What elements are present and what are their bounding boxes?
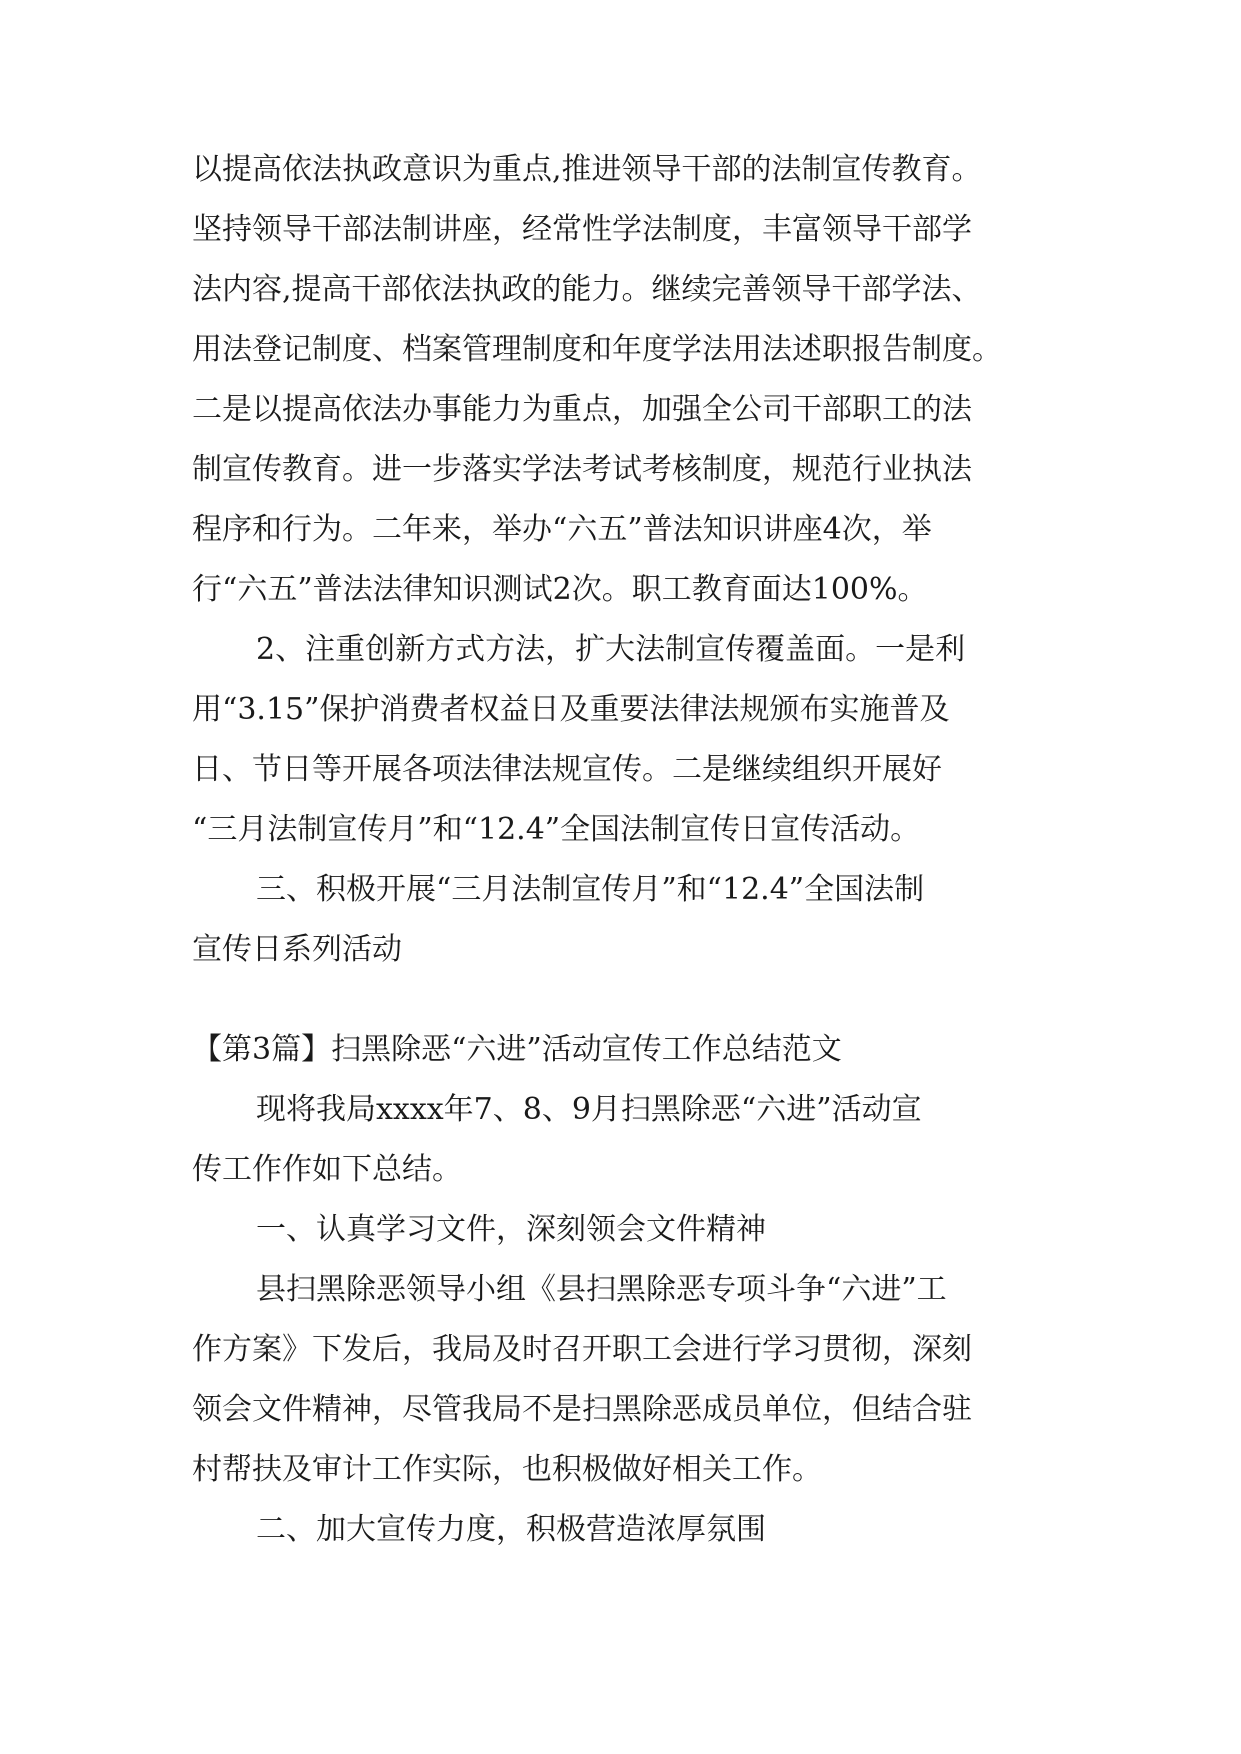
text-line-8: 行“六五”普法法律知识测试2次。职工教育面达100%。 bbox=[192, 572, 928, 607]
text-line-2: 坚持领导干部法制讲座，经常性学法制度，丰富领导干部学 bbox=[192, 212, 972, 247]
text-line-19: 县扫黑除恶领导小组《县扫黑除恶专项斗争“六进”工 bbox=[256, 1272, 947, 1307]
text-line-6: 制宣传教育。进一步落实学法考试考核制度，规范行业执法 bbox=[192, 452, 972, 487]
text-line-22: 村帮扶及审计工作实际，也积极做好相关工作。 bbox=[192, 1452, 822, 1487]
article-title: 【第3篇】扫黑除恶“六进”活动宣传工作总结范文 bbox=[192, 1032, 842, 1067]
text-line-16: 现将我局xxxx年7、8、9月扫黑除恶“六进”活动宣 bbox=[256, 1092, 922, 1127]
text-line-20: 作方案》下发后，我局及时召开职工会进行学习贯彻，深刻 bbox=[192, 1332, 972, 1367]
text-line-1: 以提高依法执政意识为重点,推进领导干部的法制宣传教育。 bbox=[192, 152, 982, 187]
text-line-21: 领会文件精神，尽管我局不是扫黑除恶成员单位，但结合驻 bbox=[192, 1392, 972, 1427]
text-line-7: 程序和行为。二年来，举办“六五”普法知识讲座4次，举 bbox=[192, 512, 932, 547]
section-heading-2: 二、加大宣传力度，积极营造浓厚氛围 bbox=[256, 1512, 766, 1547]
text-line-14: 宣传日系列活动 bbox=[192, 932, 402, 967]
section-heading-1: 一、认真学习文件，深刻领会文件精神 bbox=[256, 1212, 766, 1247]
section-heading-3: 三、积极开展“三月法制宣传月”和“12.4”全国法制 bbox=[256, 872, 925, 907]
text-line-4: 用法登记制度、档案管理制度和年度学法用法述职报告制度。 bbox=[192, 332, 1002, 367]
text-line-17: 传工作作如下总结。 bbox=[192, 1152, 462, 1187]
text-line-9: 2、注重创新方式方法，扩大法制宣传覆盖面。一是利 bbox=[256, 632, 966, 667]
text-line-3: 法内容,提高干部依法执政的能力。继续完善领导干部学法、 bbox=[192, 272, 982, 307]
text-line-12: “三月法制宣传月”和“12.4”全国法制宣传日宣传活动。 bbox=[192, 812, 921, 847]
text-line-10: 用“3.15”保护消费者权益日及重要法律法规颁布实施普及 bbox=[192, 692, 950, 727]
text-line-11: 日、节日等开展各项法律法规宣传。二是继续组织开展好 bbox=[192, 752, 942, 787]
text-line-5: 二是以提高依法办事能力为重点，加强全公司干部职工的法 bbox=[192, 392, 972, 427]
